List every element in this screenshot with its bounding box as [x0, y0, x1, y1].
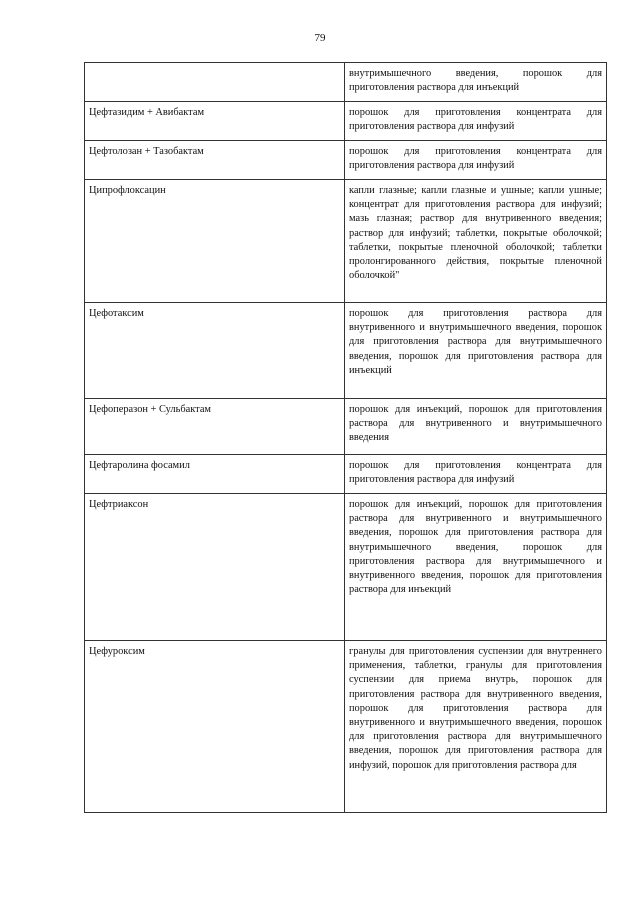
table-row: [85, 399, 607, 455]
dosage-form-text: порошок для инъекций, порошок для приготовления раствора для внутривенного и внутримышечного введения: [349, 404, 602, 444]
table-row: [85, 63, 607, 102]
dosage-form-cell: [345, 399, 607, 455]
drug-name: Цефтолозан + Тазобактам: [89, 146, 204, 157]
dosage-form-text: порошок для приготовления концентрата для приготовления раствора для инфузий: [349, 460, 602, 486]
dosage-form-text: капли глазные; капли глазные и ушные; капли ушные; концентрат для приготовления раствора для инфузий; мазь глазная; раствор для внутривенного введения; раствор для инфузий; таблетки, покрытые оболочкой; таблетки, покрытые пленочной оболочкой; таблетки пролонгированного действия, покрытые пленочной оболочкой": [349, 185, 602, 282]
dosage-form-text: порошок для приготовления концентрата для приготовления раствора для инфузий: [349, 146, 602, 172]
dosage-form-text: гранулы для приготовления суспензии для внутреннего применения, таблетки, гранулы для приготовления суспензии для приема внутрь, порошок для приготовления раствора для внутривенного введения, порошок для приготовления раствора для внутривенного и внутримышечного введения, порошок для приготовления раствора для внутримышечного введения, порошок для приготовления раствора для инфузий, порошок для приготовления раствора для: [349, 646, 602, 771]
drug-name: Цефуроксим: [89, 646, 145, 657]
drug-name-cell: [85, 455, 345, 494]
drug-name: Ципрофлоксацин: [89, 185, 166, 196]
dosage-form-cell: [345, 141, 607, 180]
dosage-form-text: порошок для инъекций, порошок для приготовления раствора для внутривенного и внутримышечного введения, порошок для приготовления раствора для внутримышечного введения, порошок для приготовления раствора для внутримышечного и внутривенного введения, порошок для приготовления раствора для инъекций: [349, 499, 602, 596]
dosage-form-cell: [345, 180, 607, 303]
table-row: [85, 494, 607, 641]
table-row: [85, 641, 607, 813]
dosage-form-text: внутримышечного введения, порошок для приготовления раствора для инъекций: [349, 68, 602, 94]
page-number: 79: [314, 32, 326, 44]
dosage-form-cell: [345, 455, 607, 494]
dosage-form-text: порошок для приготовления раствора для внутривенного и внутримышечного введения, порошок для приготовления раствора для внутримышечного введения, порошок для приготовления раствора для инъекций: [349, 308, 602, 376]
table-row: [85, 455, 607, 494]
dosage-form-cell: [345, 63, 607, 102]
drug-name-cell: [85, 399, 345, 455]
drug-name: Цефтаролина фосамил: [89, 460, 190, 471]
dosage-form-cell: [345, 641, 607, 813]
dosage-form-cell: [345, 102, 607, 141]
dosage-form-clip: [349, 645, 602, 807]
dosage-form-cell: [345, 494, 607, 641]
table-row: [85, 102, 607, 141]
drug-name: Цефоперазон + Сульбактам: [89, 404, 212, 415]
drug-name-cell: [85, 494, 345, 641]
drug-name-cell: [85, 63, 345, 102]
drug-forms-table: [84, 62, 607, 813]
table-row: [85, 180, 607, 303]
drug-name-cell: [85, 180, 345, 303]
drug-name-cell: [85, 141, 345, 180]
drug-name: Цефтриаксон: [89, 499, 149, 510]
dosage-form-text: порошок для приготовления концентрата для приготовления раствора для инфузий: [349, 107, 602, 133]
drug-name-cell: [85, 303, 345, 399]
drug-name-cell: [85, 641, 345, 813]
drug-name: Цефтазидим + Авибактам: [89, 107, 205, 118]
table-row: [85, 303, 607, 399]
table-row: [85, 141, 607, 180]
drug-name-cell: [85, 102, 345, 141]
drug-name: Цефотаксим: [89, 308, 144, 319]
dosage-form-cell: [345, 303, 607, 399]
